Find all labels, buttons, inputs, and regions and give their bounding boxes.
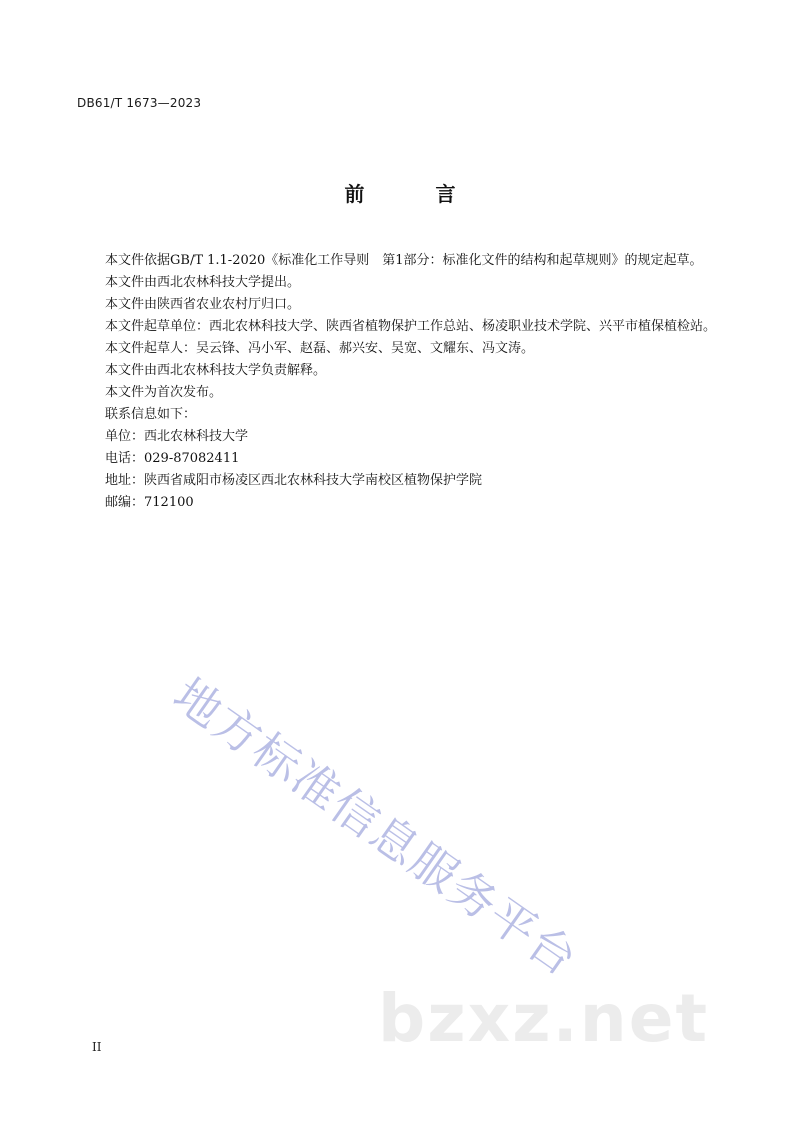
paragraph-administrator: 本文件由陕西省农业农村厅归口。 — [105, 297, 301, 312]
paragraph-contact-postcode: 邮编：712100 — [105, 495, 194, 510]
paragraph-contact-phone: 电话：029-87082411 — [105, 451, 240, 466]
paragraph-drafting-units: 本文件起草单位：西北农林科技大学、陕西省植物保护工作总站、杨凌职业技术学院、兴平市植保植检站。 — [105, 319, 717, 334]
preface-body — [90, 250, 720, 514]
site-watermark: bzxz.net — [378, 980, 710, 1057]
paragraph-contact-unit: 单位：西北农林科技大学 — [105, 429, 249, 444]
page-number: II — [92, 1040, 102, 1054]
paragraph-proposer: 本文件由西北农林科技大学提出。 — [105, 275, 301, 290]
page-title: 前 言 — [344, 182, 488, 206]
watermark-text: 地方标准信息服务平台 — [163, 667, 589, 987]
paragraph-drafting-basis: 本文件依据GB/T 1.1-2020《标准化工作导则 第1部分：标准化文件的结构和起草规则》的规定起草。 — [105, 253, 703, 268]
paragraph-drafters: 本文件起草人：吴云锋、冯小军、赵磊、郝兴安、吴宽、文耀东、冯文涛。 — [105, 341, 535, 356]
document-code: DB61/T 1673—2023 — [77, 96, 202, 110]
paragraph-contact-address: 地址：陕西省咸阳市杨凌区西北农林科技大学南校区植物保护学院 — [105, 473, 483, 488]
paragraph-first-release: 本文件为首次发布。 — [105, 385, 223, 400]
paragraph-interpretation: 本文件由西北农林科技大学负责解释。 — [105, 363, 327, 378]
paragraph-contact-heading: 联系信息如下： — [105, 407, 197, 422]
